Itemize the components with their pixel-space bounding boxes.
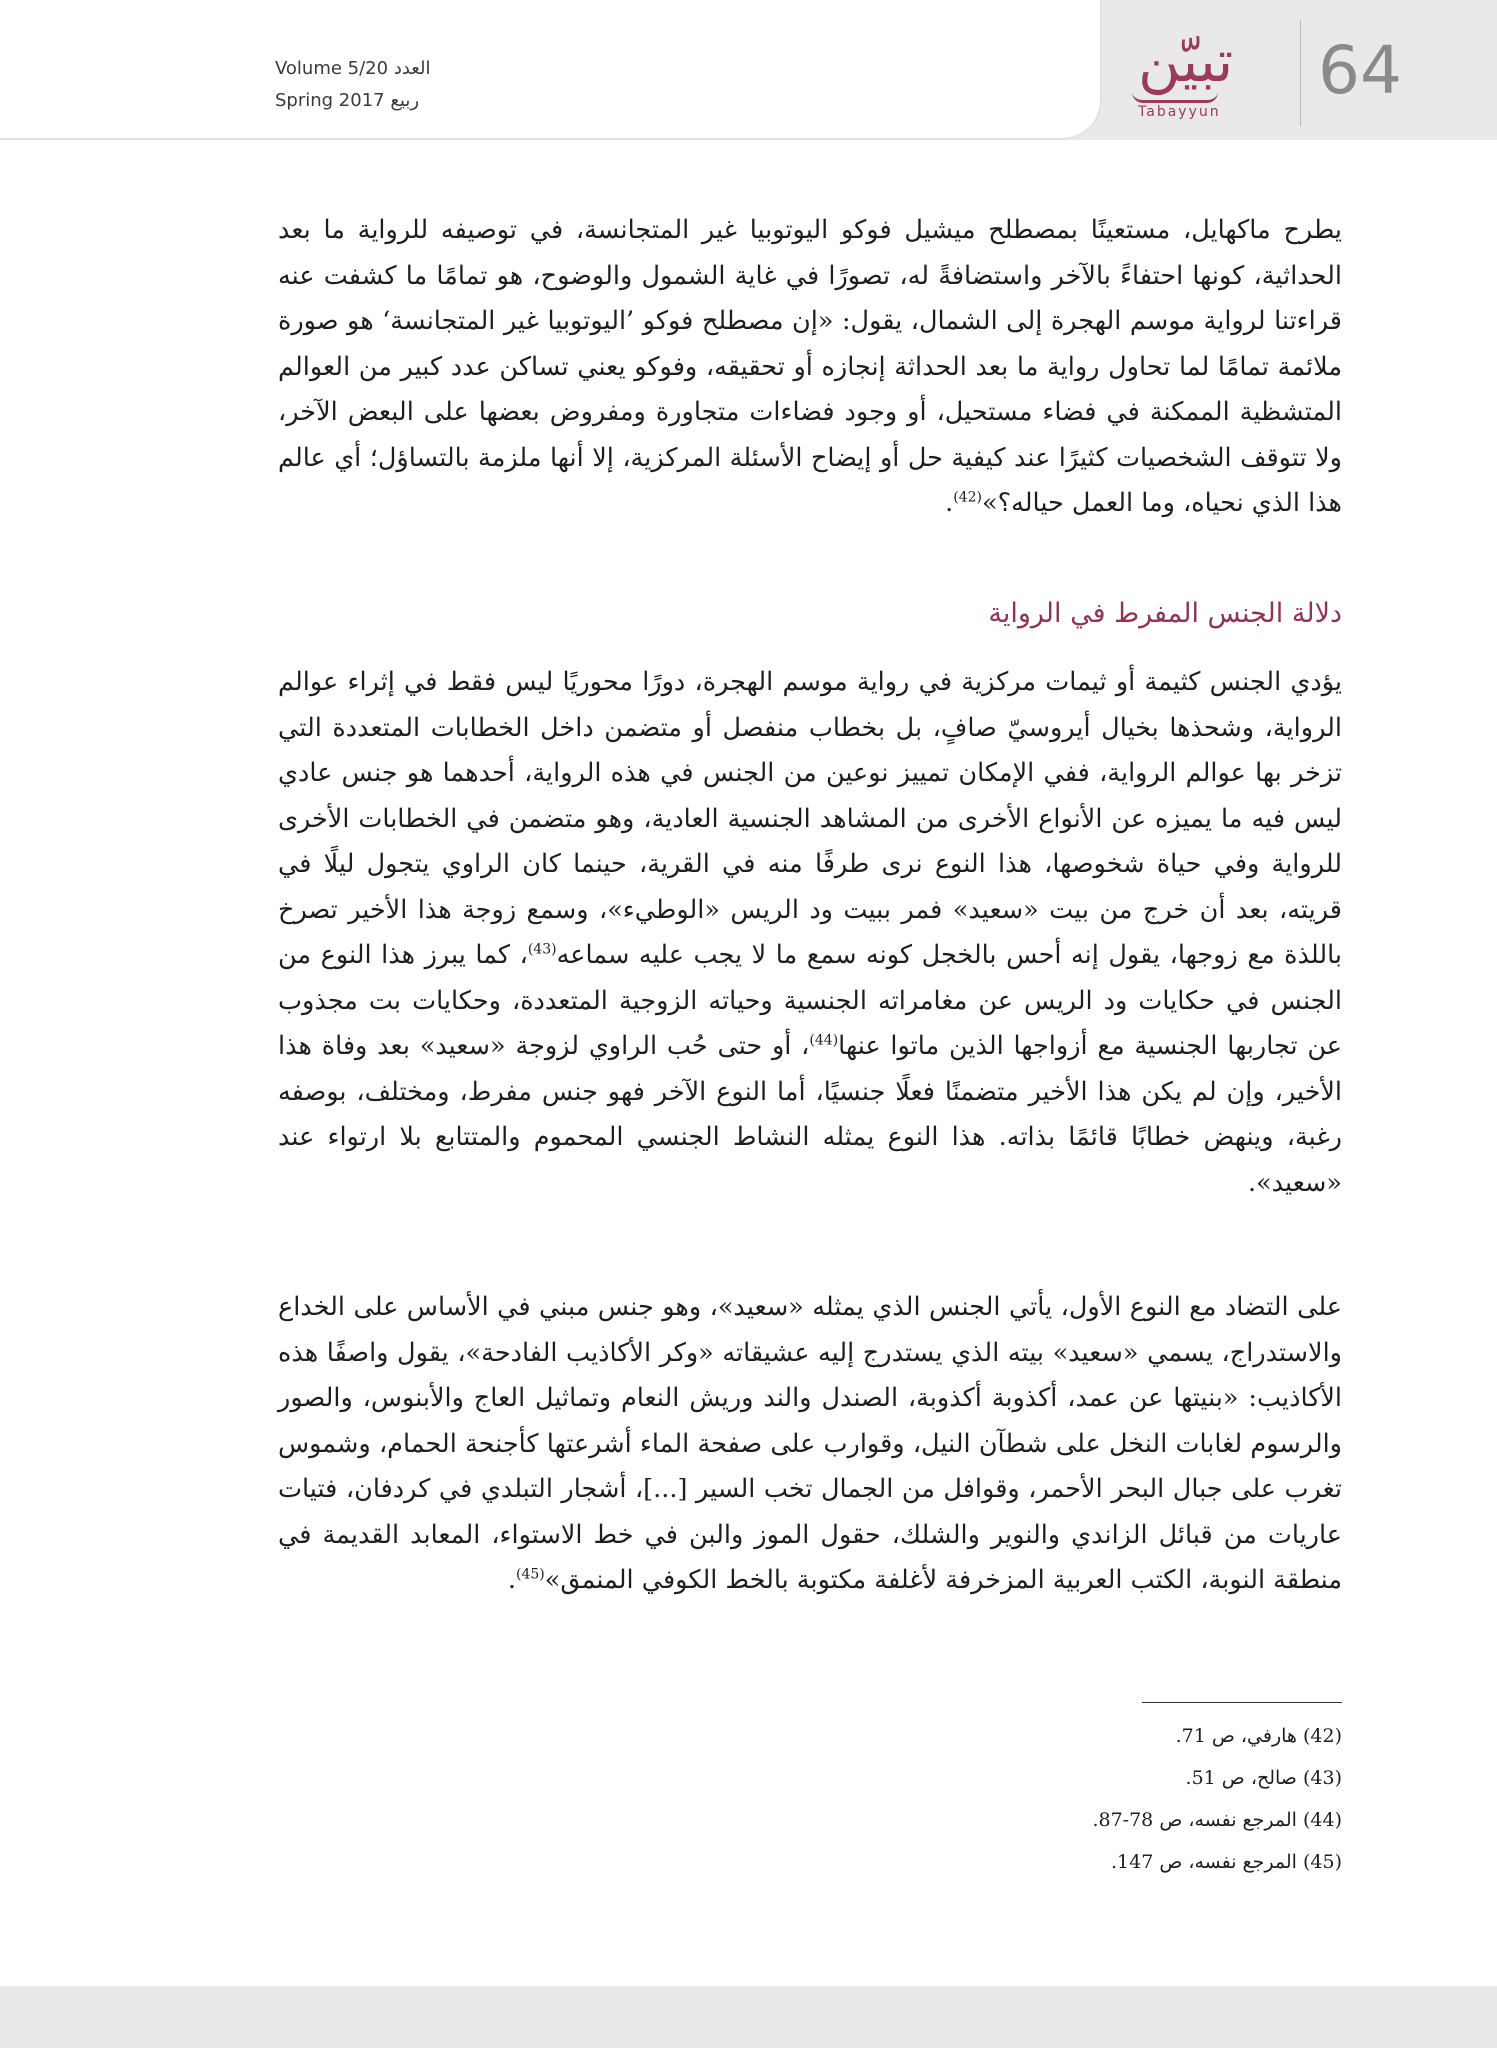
- journal-logo-latin: Tabayyun: [1138, 104, 1221, 120]
- footnote-ref[interactable]: (44): [809, 1032, 839, 1049]
- footnote-divider: [1142, 1702, 1342, 1703]
- header-card: [0, 0, 1102, 140]
- body-paragraph: على التضاد مع النوع الأول، يأتي الجنس الذي يمثله «سعيد»، وهو جنس مبني في الأساس على الخداع والاستدراج، يسمي «سعيد» بيته الذي يستدرج إليه عشيقاته «وكر الأكاذيب الفادحة»، يقول واصفًا هذه الأكاذيب: «بنيتها عن عمد، أكذوبة أكذوبة، الصندل والند وريش النعام وتماثيل العاج والأبنوس، والصور والرسوم لغابات النخل على شطآن النيل، وقوارب على صفحة الماء أشرعتها كأجنحة الحمام، وشموس تغرب على جبال البحر الأحمر، وقوافل من الجمال تخب السير [...]، أشجار التبلدي في كردفان، فتيات عاريات من قبائل الزاندي والنوير والشلك، حقول الموز والبن في خط الاستواء، المعابد القديمة في منطقة النوبة، الكتب العربية المزخرفة لأغلفة مكتوبة بالخط الكوفي المنمق»$^{(45)}$.: [278, 1292, 1342, 1595]
- logo-swash-icon: [1132, 92, 1218, 103]
- issue-volume: Volume 5/20 العدد: [275, 58, 431, 79]
- header-divider: [1300, 20, 1301, 126]
- paragraph-text: يؤدي الجنس كثيمة أو ثيمات مركزية في رواية موسم الهجرة، دورًا محوريًا ليس فقط في إثراء عوالم الرواية، وشحذها بخيال أيروسيّ صافٍ، بل بخطاب منفصل أو متضمن داخل الخطابات المتعددة التي تزخر بها عوالم الرواية، ففي الإمكان تمييز نوعين من الجنس في هذه الرواية، أحدهما هو جنس عادي ليس فيه ما يميزه عن الأنواع الأخرى من المشاهد الجنسية العادية، وهو متضمن في الخطابات الأخرى للرواية وفي حياة شخوصها، هذا النوع نرى طرفًا منه في القرية، حينما كان الراوي يتجول ليلًا في قريته، بعد أن خرج من بيت «سعيد» فمر ببيت ود الريس «الوطيء»، وسمع زوجة هذا الأخير تصرخ باللذة مع زوجها، يقول إنه أحس بالخجل كونه سمع ما لا يجب عليه سماعه: [278, 667, 1342, 970]
- paragraph-text: يطرح ماكهايل، مستعينًا بمصطلح ميشيل فوكو اليوتوبيا غير المتجانسة، في توصيفه للرواية ما بعد الحداثية، كونها احتفاءً بالآخر واستضافةً له، تصورًا في غاية الشمول والوضوح، هو تمامًا ما كشفت عنه قراءتنا لرواية موسم الهجرة إلى الشمال، يقول: «إن مصطلح فوكو ’اليوتوبيا غير المتجانسة‘ هو صورة ملائمة تمامًا لما تحاول رواية ما بعد الحداثة إنجازه أو تحقيقه، وفوكو يعني تساكن عدد كبير من العوالم المتشظية الممكنة في فضاء مستحيل، أو وجود فضاءات متجاورة ومفروض بعضها على البعض الآخر، ولا تتوقف الشخصيات كثيرًا عند كيفية حل أو إيضاح الأسئلة المركزية، إلا أنها ملزمة بالتساؤل؛ أي عالم هذا الذي نحياه، وما العمل حياله؟»: [278, 215, 1342, 518]
- page-number: 64: [1318, 32, 1402, 109]
- footnote-ref[interactable]: (43): [527, 941, 557, 958]
- paragraph-2-block: [278, 660, 1342, 1206]
- footnote-ref[interactable]: (45): [515, 1566, 545, 1583]
- body-paragraph: [278, 660, 1342, 1206]
- paragraph-text: ، أو حتى حُب الراوي لزوجة «سعيد» بعد وفاة هذا الأخير، وإن لم يكن هذا الأخير متضمنًا فعلًا جنسيًا، أما النوع الآخر فهو جنس مفرط، ومختلف، بوصفه رغبة، وينهض خطابًا قائمًا بذاته. هذا النوع يمثله النشاط الجنسي المحموم والمتتابع بلا ارتواء عند «سعيد».: [278, 1031, 1342, 1198]
- footnote-ref[interactable]: (42): [953, 489, 982, 506]
- footnote-item: (45) المرجع نفسه، ص 147.: [1110, 1851, 1342, 1873]
- footnote-item: (42) هارفي، ص 71.: [1175, 1725, 1342, 1747]
- body-paragraph: يطرح ماكهايل، مستعينًا بمصطلح ميشيل فوكو اليوتوبيا غير المتجانسة، في توصيفه للرواية ما بعد الحداثية، كونها احتفاءً بالآخر واستضافةً له، تصورًا في غاية الشمول والوضوح، هو تمامًا ما كشفت عنه قراءتنا لرواية موسم الهجرة إلى الشمال، يقول: «إن مصطلح فوكو ’اليوتوبيا غير المتجانسة‘ هو صورة ملائمة تمامًا لما تحاول رواية ما بعد الحداثة إنجازه أو تحقيقه، وفوكو يعني تساكن عدد كبير من العوالم المتشظية الممكنة في فضاء مستحيل، أو وجود فضاءات متجاورة ومفروض بعضها على البعض الآخر، ولا تتوقف الشخصيات كثيرًا عند كيفية حل أو إيضاح الأسئلة المركزية، إلا أنها ملزمة بالتساؤل؛ أي عالم هذا الذي نحياه، وما العمل حياله؟»$^{(42)}$.: [278, 215, 1342, 518]
- issue-season: Spring 2017 ربيع: [275, 90, 420, 111]
- paragraph-1-block: [278, 208, 1342, 527]
- paragraph-text: ، كما يبرز هذا النوع من الجنس في حكايات ود الريس عن مغامراته الجنسية وحياته الزوجية المتعددة، وحكايات بت مجذوب عن تجاربها الجنسية مع أزواجها الذين ماتوا عنها: [278, 940, 1342, 1061]
- paragraph-text: على التضاد مع النوع الأول، يأتي الجنس الذي يمثله «سعيد»، وهو جنس مبني في الأساس على الخداع والاستدراج، يسمي «سعيد» بيته الذي يستدرج إليه عشيقاته «وكر الأكاذيب الفادحة»، يقول واصفًا هذه الأكاذيب: «بنيتها عن عمد، أكذوبة أكذوبة، الصندل والند وريش النعام وتماثيل العاج والأبنوس، والصور والرسوم لغابات النخل على شطآن النيل، وقوارب على صفحة الماء أشرعتها كأجنحة الحمام، وشموس تغرب على جبال البحر الأحمر، وقوافل من الجمال تخب السير [...]، أشجار التبلدي في كردفان، فتيات عاريات من قبائل الزاندي والنوير والشلك، حقول الموز والبن في خط الاستواء، المعابد القديمة في منطقة النوبة، الكتب العربية المزخرفة لأغلفة مكتوبة بالخط الكوفي المنمق»: [278, 1292, 1342, 1595]
- section-heading: دلالة الجنس المفرط في الرواية: [988, 598, 1342, 629]
- footnote-item: (43) صالح، ص 51.: [1185, 1767, 1342, 1789]
- journal-logo: تبيّن: [1138, 27, 1234, 95]
- footer-bar: [0, 1986, 1497, 2048]
- paragraph-3-block: [278, 1285, 1342, 1604]
- footnotes-list: [278, 1715, 1342, 1883]
- footnote-item: (44) المرجع نفسه، ص 78-87.: [1092, 1809, 1342, 1831]
